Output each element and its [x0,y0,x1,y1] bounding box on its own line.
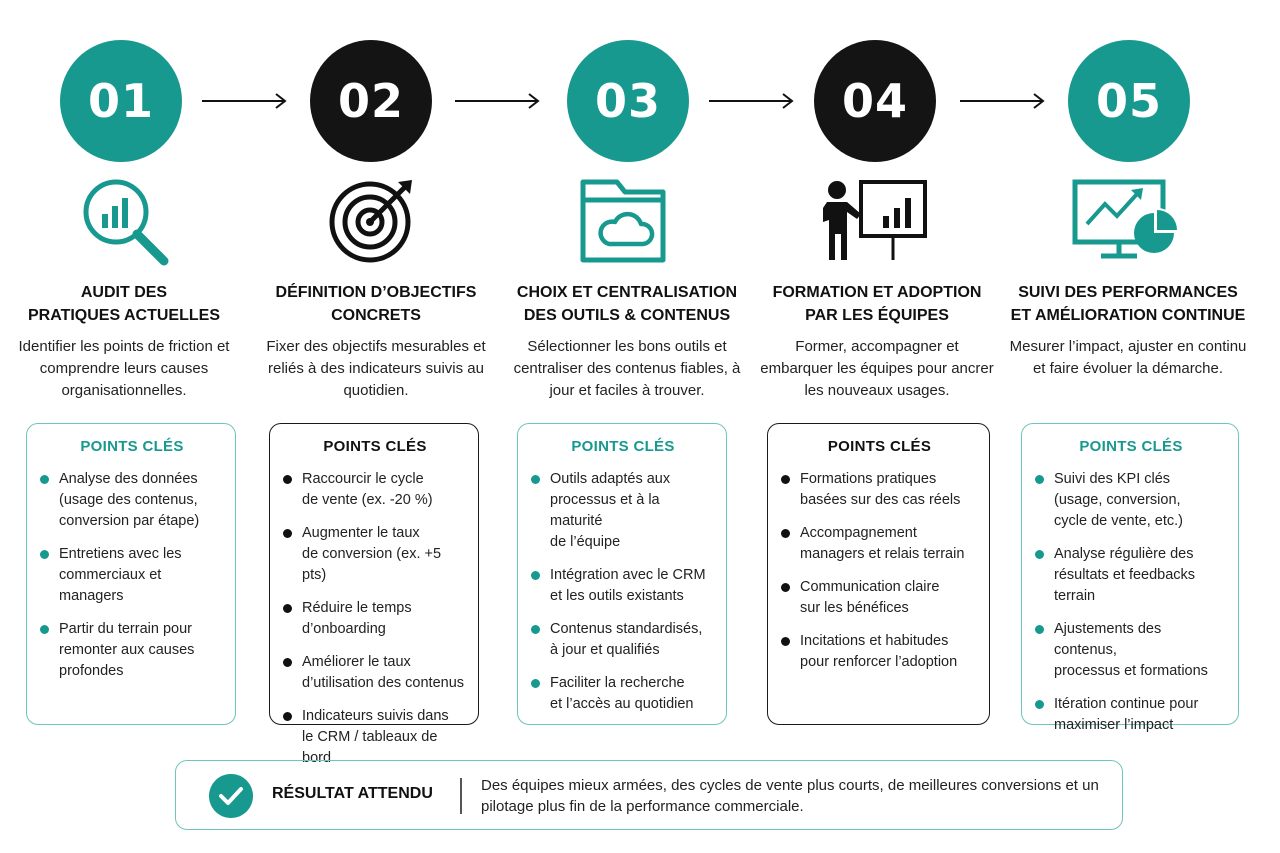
magnifier-chart-icon [66,172,176,270]
step-5-number: 05 [1068,40,1190,162]
step-4-title: FORMATION ET ADOPTION PAR LES ÉQUIPES [772,284,982,324]
card-title: POINTS CLÉS [80,438,184,455]
expected-result-banner [175,760,1123,830]
bullet-icon [283,658,292,667]
bullet-icon [283,475,292,484]
list-item: Suivi des KPI clés (usage, conversion, cycle de vente, etc.) [1034,469,1228,532]
list-item: Faciliter la recherche et l’accès au quotidien [530,673,716,715]
list-item: Intégration avec le CRM et les outils existants [530,565,716,607]
list-item: Réduire le temps d’onboarding [282,598,468,640]
bullet-icon [40,475,49,484]
list-item: Formations pratiques basées sur des cas réels [780,469,979,511]
list-item: Analyse des données (usage des contenus, conversion par étape) [39,469,225,532]
step-3-key-points-card [517,423,727,725]
bullet-icon [283,604,292,613]
card-title: POINTS CLÉS [1079,438,1183,455]
presenter-icon [817,172,927,270]
bullet-icon [1035,550,1044,559]
list-item: Indicateurs suivis dans le CRM / tableaux de bord [282,706,468,769]
step-2-key-points-card [269,423,479,766]
list-item: Partir du terrain pour remonter aux causes profondes [39,619,225,682]
list-item: Accompagnement managers et relais terrain [780,523,979,565]
list-item: Améliorer le taux d’utilisation des contenus [282,652,468,694]
result-label: RÉSULTAT ATTENDU [272,785,433,802]
list-item: Contenus standardisés, à jour et qualifiés [530,619,716,661]
checkmark-icon [209,774,253,818]
step-5-title: SUIVI DES PERFORMANCES ET AMÉLIORATION CONTINUE [1010,284,1246,324]
divider [460,778,462,814]
step-3-title: CHOIX ET CENTRALISATION DES OUTILS & CONTENUS [516,284,738,324]
list-item: Entretiens avec les commerciaux et managers [39,544,225,607]
monitor-analytics-icon [1071,172,1181,270]
step-1-title: AUDIT DES PRATIQUES ACTUELLES [27,284,220,324]
bullet-icon [781,475,790,484]
bullet-icon [1035,700,1044,709]
step-1-description: Identifier les points de friction et comprendre leurs causes organisationnelles. [18,338,230,399]
card-title: POINTS CLÉS [827,438,932,455]
list-item: Incitations et habitudes pour renforcer l’adoption [780,631,979,673]
arrow-right-icon [709,93,795,109]
list-item: Outils adaptés aux processus et à la maturité de l’équipe [530,469,716,553]
bullet-icon [531,475,540,484]
card-title: POINTS CLÉS [571,438,675,455]
bullet-icon [283,712,292,721]
list-item: Itération continue pour maximiser l’impact [1034,694,1228,736]
step-2-number: 02 [310,40,432,162]
bullet-icon [781,529,790,538]
bullet-icon [781,583,790,592]
bullet-icon [40,550,49,559]
step-4-number: 04 [814,40,936,162]
step-3-number: 03 [567,40,689,162]
bullet-icon [283,529,292,538]
step-2-title: DÉFINITION D’OBJECTIFS CONCRETS [275,284,477,324]
bullet-icon [531,679,540,688]
step-1-number: 01 [60,40,182,162]
bullet-icon [531,625,540,634]
bullet-icon [531,571,540,580]
target-icon [318,172,428,270]
step-5-description: Mesurer l’impact, ajuster en continu et faire évoluer la démarche. [1009,338,1247,377]
arrow-right-icon [960,93,1046,109]
step-3-description: Sélectionner les bons outils et centraliser des contenus fiables, à jour et faciles à trouver. [513,338,741,399]
bullet-icon [1035,475,1044,484]
list-item: Ajustements des contenus, processus et formations [1034,619,1228,682]
card-title: POINTS CLÉS [323,438,427,455]
step-5-key-points-card [1021,423,1239,733]
list-item: Communication claire sur les bénéfices [780,577,979,619]
step-4-key-points-card [767,423,990,725]
cloud-folder-icon [573,172,683,270]
step-2-description: Fixer des objectifs mesurables et reliés à des indicateurs suivis au quotidien. [266,338,486,399]
list-item: Augmenter le taux de conversion (ex. +5 pts) [282,523,468,586]
arrow-right-icon [202,93,288,109]
bullet-icon [1035,625,1044,634]
step-4-description: Former, accompagner et embarquer les équipes pour ancrer les nouveaux usages. [760,338,994,399]
arrow-right-icon [455,93,541,109]
list-item: Raccourcir le cycle de vente (ex. -20 %) [282,469,468,511]
bullet-icon [781,637,790,646]
list-item: Analyse régulière des résultats et feedbacks terrain [1034,544,1228,607]
step-1-key-points-card [26,423,236,725]
bullet-icon [40,625,49,634]
result-text: Des équipes mieux armées, des cycles de vente plus courts, de meilleures conversions et un pilotage plus fin de la performance commerciale. [481,777,1099,815]
